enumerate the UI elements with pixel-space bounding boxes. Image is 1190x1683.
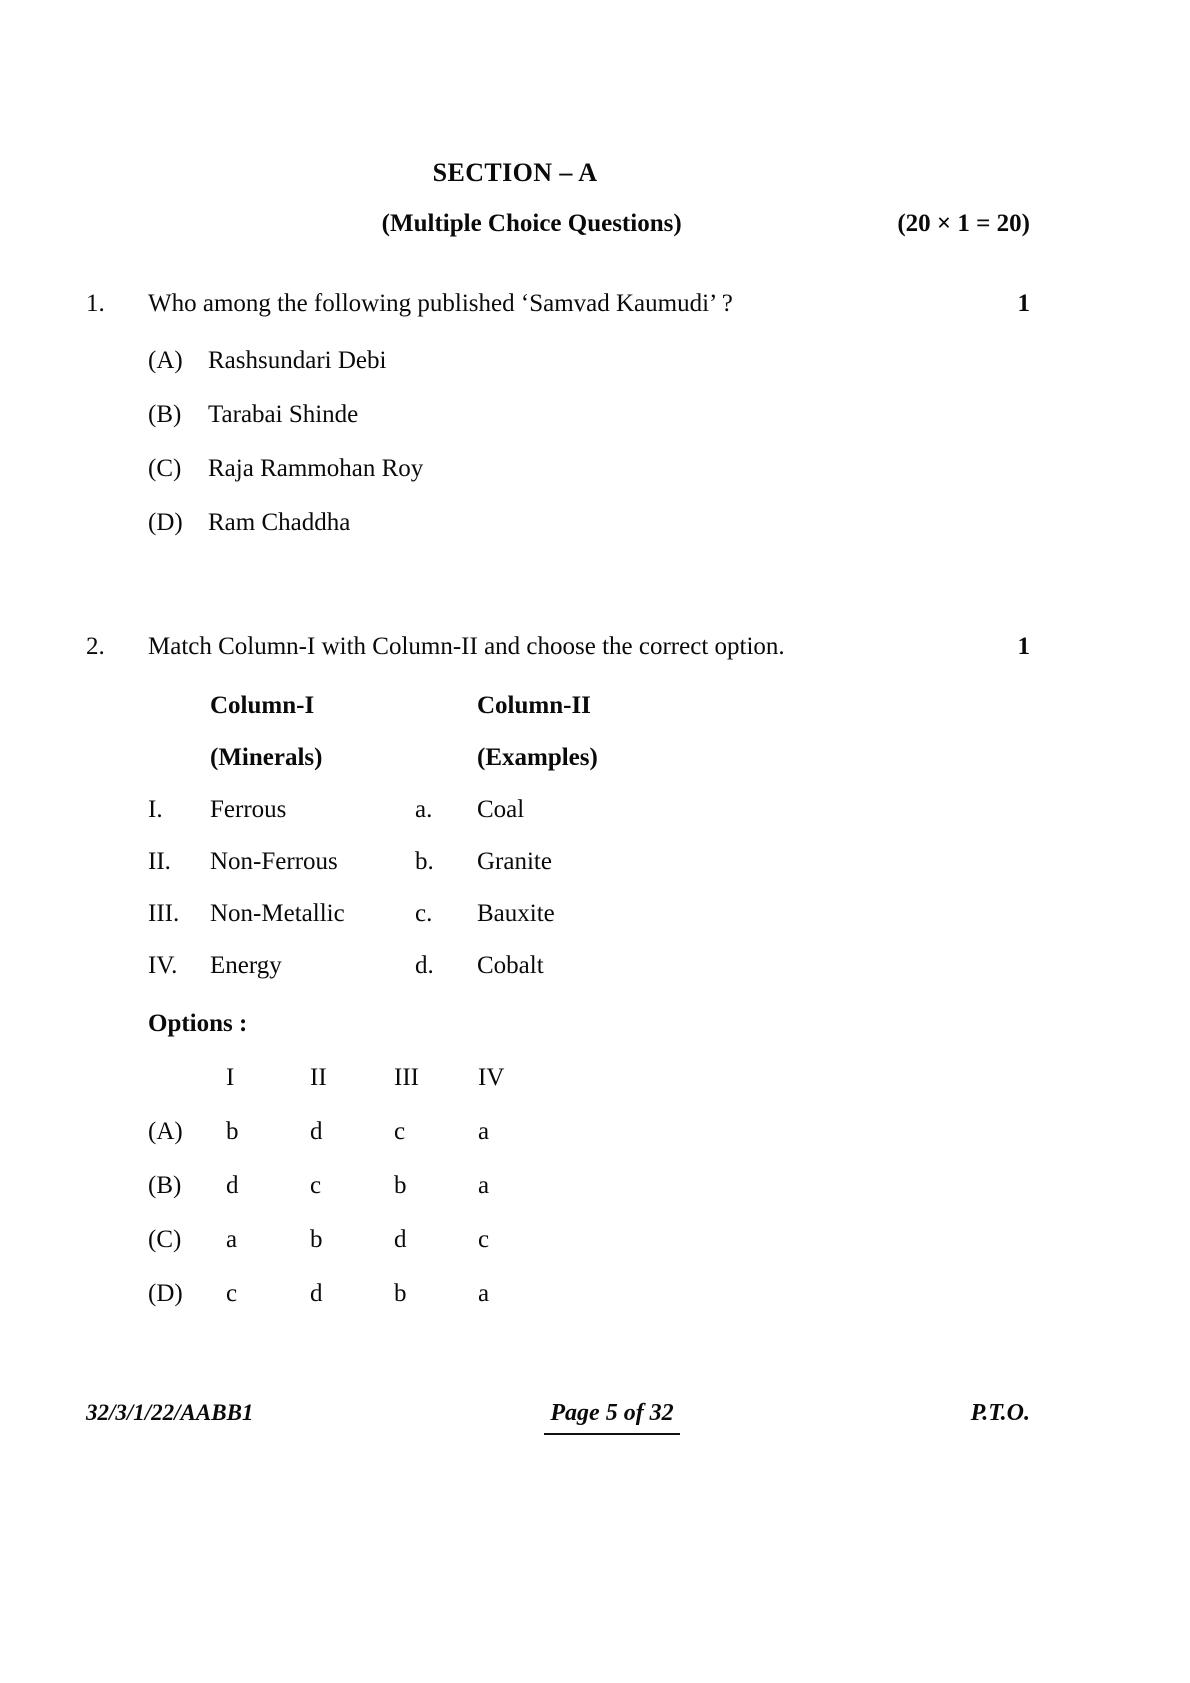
answer-option-a-c2: d — [310, 1117, 323, 1145]
option-d[interactable] — [86, 509, 1030, 537]
question-2 — [86, 631, 1030, 1334]
option-b-text: Tarabai Shinde — [208, 400, 359, 428]
page-number: Page 5 of 32 — [544, 1400, 679, 1435]
answer-option-d-c4: a — [478, 1279, 490, 1307]
answer-option-b-label: (B) — [148, 1171, 182, 1199]
section-marks-note: (20 × 1 = 20) — [897, 210, 1030, 237]
page-number-wrap — [253, 1400, 970, 1435]
answer-option-a-c3: c — [394, 1117, 406, 1145]
answer-option-b-c1: d — [226, 1171, 239, 1199]
column-2-subheader: (Examples) — [477, 743, 598, 771]
answer-option-c[interactable] — [148, 1226, 1030, 1254]
match-example: Bauxite — [477, 899, 555, 927]
section-heading: SECTION – A — [432, 158, 598, 187]
match-mineral: Non-Metallic — [210, 899, 345, 927]
section-subheading: (Multiple Choice Questions) — [381, 210, 682, 237]
match-letter: b. — [415, 847, 434, 875]
match-roman: I. — [148, 795, 163, 823]
option-c-label: (C) — [148, 454, 182, 482]
answer-option-b-c4: a — [478, 1171, 490, 1199]
option-b-label: (B) — [148, 400, 182, 428]
answer-header-3: III — [394, 1063, 419, 1091]
match-example: Granite — [477, 847, 552, 875]
answer-option-a-c4: a — [478, 1117, 490, 1145]
answer-option-b-c3: b — [394, 1171, 407, 1199]
column-1-subheader: (Minerals) — [210, 743, 323, 771]
answer-header-2: II — [310, 1063, 327, 1091]
match-mineral: Ferrous — [210, 795, 287, 823]
question-1-number: 1. — [86, 290, 105, 317]
answer-option-c-c4: c — [478, 1225, 490, 1253]
answer-option-d[interactable] — [148, 1280, 1030, 1308]
match-example: Cobalt — [477, 951, 544, 979]
match-mineral: Energy — [210, 951, 282, 979]
question-2-number: 2. — [86, 633, 105, 660]
match-column-subheaders — [148, 744, 1030, 772]
question-1 — [86, 288, 1030, 563]
answer-option-a-label: (A) — [148, 1117, 183, 1145]
match-row — [148, 900, 1030, 928]
question-1-header — [86, 288, 1030, 321]
column-1-header: Column-I — [210, 691, 315, 719]
answer-header-1: I — [226, 1063, 235, 1091]
option-c[interactable] — [86, 455, 1030, 483]
question-1-options — [86, 347, 1030, 537]
question-1-marks: 1 — [1017, 290, 1030, 317]
pto-label: P.T.O. — [970, 1400, 1030, 1426]
answer-grid — [148, 1064, 1030, 1308]
match-mineral: Non-Ferrous — [210, 847, 338, 875]
question-1-text: Who among the following published ‘Samvad Kaumudi’ ? — [148, 290, 733, 317]
answer-option-d-c1: c — [226, 1279, 238, 1307]
answer-grid-header — [148, 1064, 1030, 1092]
answer-option-c-c3: d — [394, 1225, 407, 1253]
option-c-text: Raja Rammohan Roy — [208, 454, 424, 482]
answer-option-c-c2: b — [310, 1225, 323, 1253]
match-column-headers — [148, 692, 1030, 720]
match-row — [148, 848, 1030, 876]
match-row — [148, 952, 1030, 980]
option-d-text: Ram Chaddha — [208, 508, 351, 536]
answer-header-4: IV — [478, 1063, 505, 1091]
answer-option-a-c1: b — [226, 1117, 239, 1145]
question-2-header — [86, 631, 1030, 664]
question-2-text: Match Column-I with Column-II and choose the correct option. — [148, 633, 785, 660]
match-example: Coal — [477, 795, 525, 823]
answer-option-c-c1: a — [226, 1225, 238, 1253]
answer-option-b-c2: c — [310, 1171, 322, 1199]
match-row — [148, 796, 1030, 824]
page-footer — [86, 1400, 1030, 1435]
section-subheading-row — [86, 210, 1030, 238]
option-a-label: (A) — [148, 346, 183, 374]
answer-option-d-label: (D) — [148, 1279, 183, 1307]
answer-option-c-label: (C) — [148, 1225, 182, 1253]
option-d-label: (D) — [148, 508, 183, 536]
match-letter: a. — [415, 795, 433, 823]
match-roman: III. — [148, 899, 180, 927]
paper-code: 32/3/1/22/AABB1 — [86, 1400, 254, 1425]
answer-option-d-c2: d — [310, 1279, 323, 1307]
match-table — [86, 692, 1030, 1308]
match-letter: d. — [415, 951, 434, 979]
column-2-header: Column-II — [477, 691, 591, 719]
option-a-text: Rashsundari Debi — [208, 346, 387, 374]
options-label: Options : — [148, 1009, 248, 1037]
answer-option-d-c3: b — [394, 1279, 407, 1307]
question-2-marks: 1 — [1017, 633, 1030, 660]
match-roman: IV. — [148, 951, 178, 979]
answer-option-b[interactable] — [148, 1172, 1030, 1200]
match-roman: II. — [148, 847, 171, 875]
option-b[interactable] — [86, 401, 1030, 429]
match-letter: c. — [415, 899, 433, 927]
option-a[interactable] — [86, 347, 1030, 375]
answer-option-a[interactable] — [148, 1118, 1030, 1146]
